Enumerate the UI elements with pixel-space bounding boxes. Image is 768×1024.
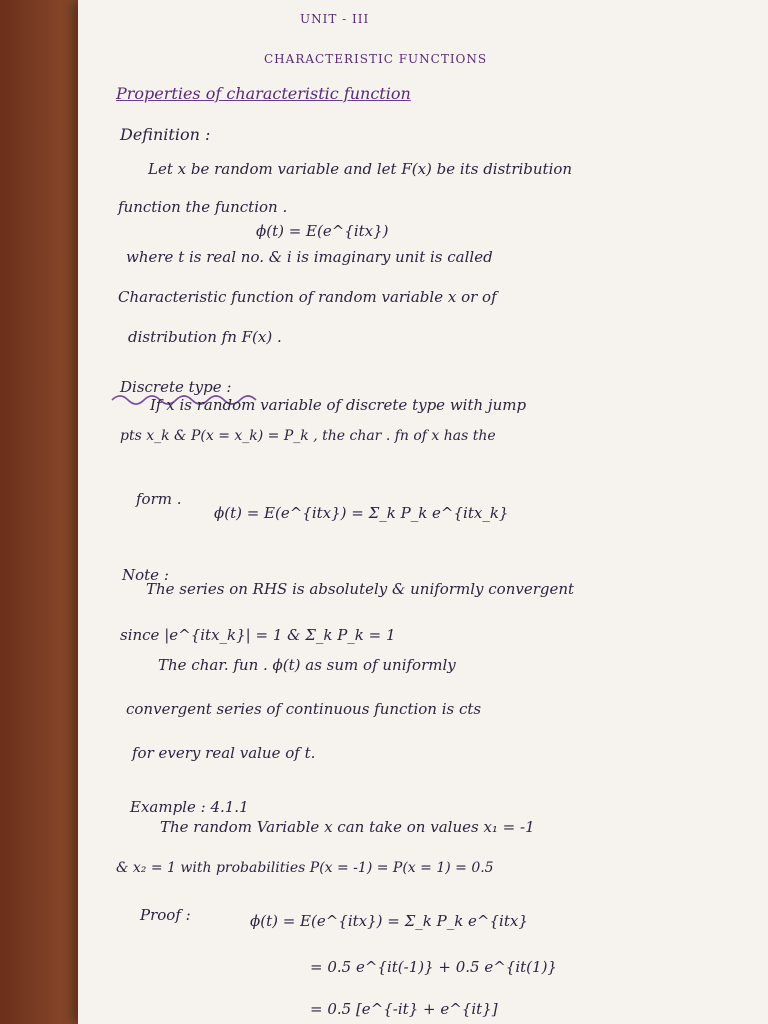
handwritten-line: = 0.5 e^{it(-1)} + 0.5 e^{it(1)} bbox=[310, 958, 557, 976]
handwritten-line: distribution fn F(x) . bbox=[128, 328, 282, 346]
handwritten-line: = 0.5 [e^{-it} + e^{it}] bbox=[310, 1000, 498, 1018]
handwritten-line: where t is real no. & i is imaginary unit is called bbox=[126, 248, 493, 266]
handwritten-line: ϕ(t) = E(e^{itx}) = Σ_k P_k e^{itx} bbox=[250, 912, 528, 930]
handwritten-line: Definition : bbox=[120, 125, 211, 144]
handwritten-line: form . bbox=[136, 490, 182, 508]
handwritten-line: Proof : bbox=[140, 906, 191, 924]
handwritten-line: & x₂ = 1 with probabilities P(x = -1) = P(x = 1) = 0.5 bbox=[116, 860, 494, 876]
unit-heading: UNIT - III bbox=[300, 12, 370, 26]
handwritten-line: convergent series of continuous function is cts bbox=[126, 700, 482, 718]
handwritten-line: Let x be random variable and let F(x) be its distribution bbox=[148, 160, 573, 178]
handwritten-line: ϕ(t) = E(e^{itx}) bbox=[256, 222, 389, 240]
handwritten-line: Properties of characteristic function bbox=[116, 84, 411, 103]
handwritten-line: ϕ(t) = E(e^{itx}) = Σ_k P_k e^{itx_k} bbox=[214, 504, 509, 522]
handwritten-line: function the function . bbox=[118, 198, 288, 216]
handwritten-line: for every real value of t. bbox=[132, 744, 316, 762]
handwritten-line: since |e^{itx_k}| = 1 & Σ_k P_k = 1 bbox=[120, 626, 396, 644]
handwritten-line: The char. fun . ϕ(t) as sum of uniformly bbox=[158, 656, 456, 674]
handwritten-line: Characteristic function of random variable x or of bbox=[118, 288, 497, 306]
handwritten-line: If x is random variable of discrete type with jump bbox=[150, 396, 527, 414]
handwritten-line: The random Variable x can take on values x₁ = -1 bbox=[160, 818, 535, 836]
handwritten-line: Discrete type : bbox=[120, 378, 232, 396]
handwritten-line: Example : 4.1.1 bbox=[130, 798, 249, 816]
handwritten-line: Note : bbox=[122, 566, 169, 584]
notebook-page bbox=[78, 0, 768, 1024]
page-title: CHARACTERISTIC FUNCTIONS bbox=[264, 52, 488, 66]
handwritten-line: The series on RHS is absolutely & uniformly convergent bbox=[146, 580, 575, 598]
handwritten-line: pts x_k & P(x = x_k) = P_k , the char . fn of x has the bbox=[120, 428, 496, 444]
table-surface bbox=[0, 0, 78, 1024]
